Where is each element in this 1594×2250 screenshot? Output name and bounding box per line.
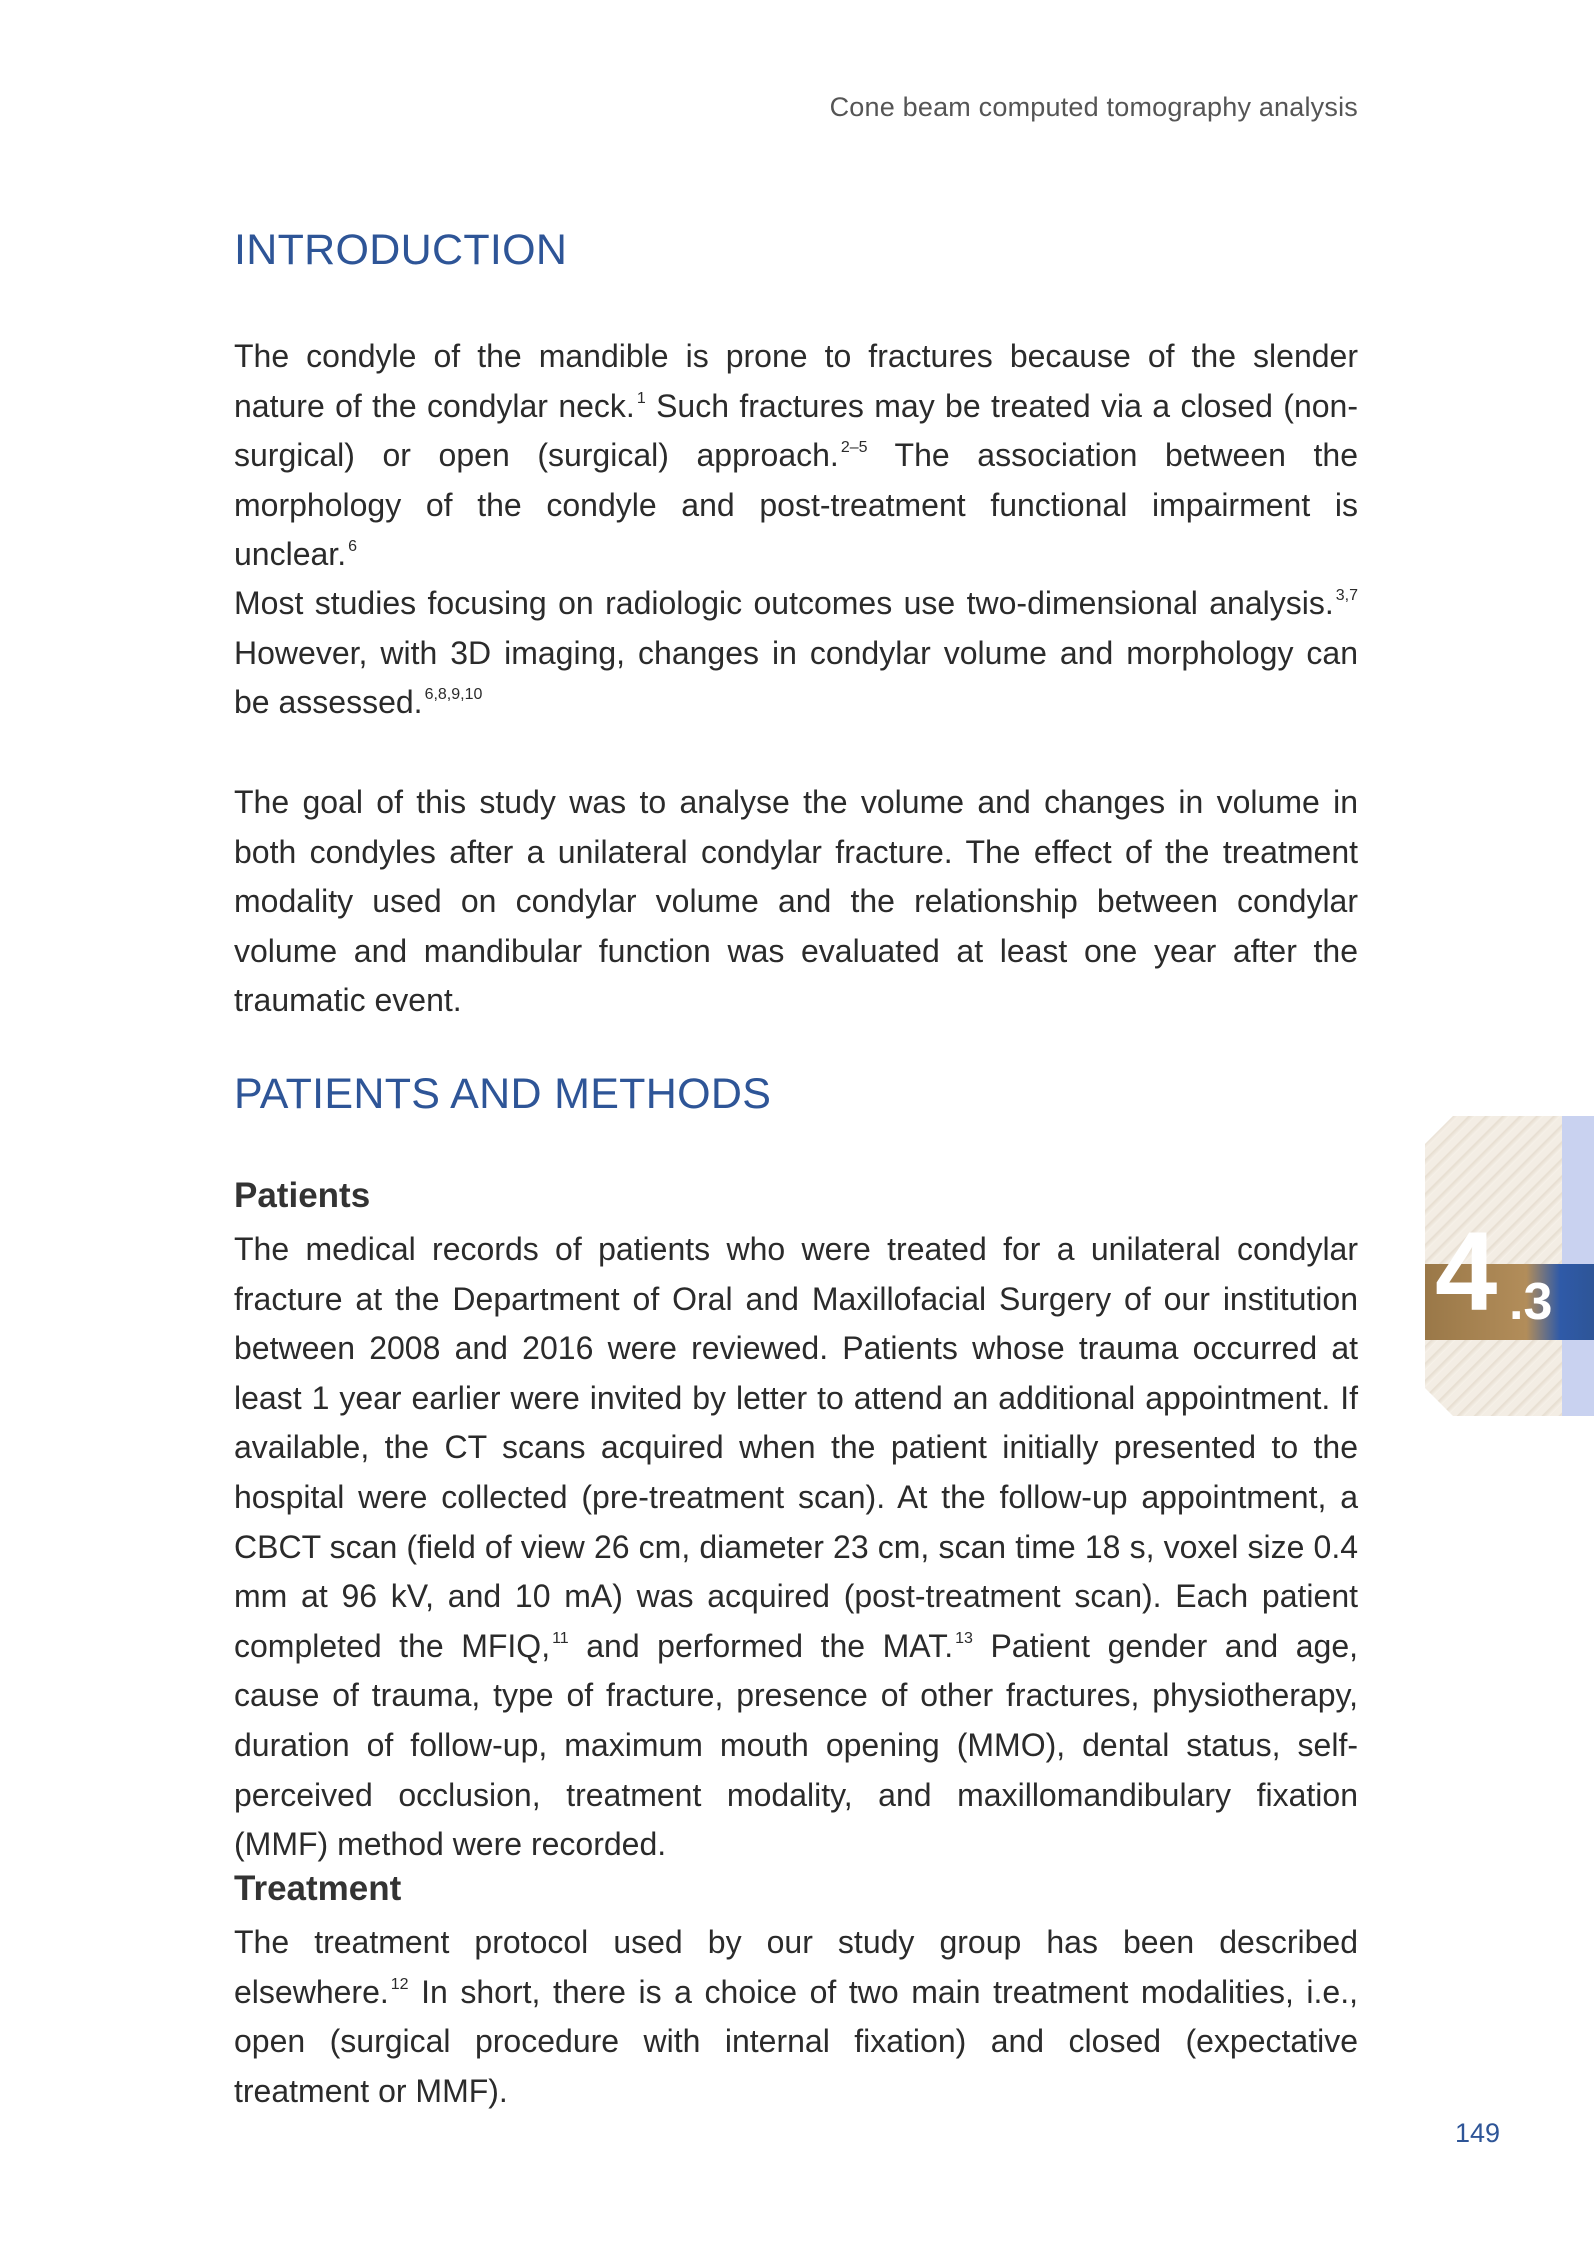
citation: 12 (390, 1975, 409, 1993)
citation: 11 (552, 1629, 569, 1647)
citation: 13 (955, 1629, 973, 1647)
citation: 2–5 (840, 439, 868, 457)
introduction-paragraph-1 (234, 332, 1358, 580)
text-run: and performed the MAT. (568, 1627, 954, 1664)
citation: 1 (636, 389, 646, 407)
text-run: The condyle of the mandible is prone to fractures because of the slender nature of the condylar neck. (234, 338, 1358, 424)
text-run: In short, there is a choice of two main treatment modalities, i.e., open (surgical procedure with internal fixation) and closed (expectative treatment or MMF). (234, 1973, 1358, 2109)
treatment-paragraph (234, 1918, 1358, 2116)
patients-subheading: Patients (234, 1176, 371, 1215)
text-run: The medical records of patients who were treated for a unilateral condylar fracture at the Department of Oral and Maxillofacial Surgery of our institution between 2008 and 2016 were reviewed. Patients whose trauma occurred at least 1 year earlier were invited by letter to attend an additional appointment. If available, the CT scans acquired when the patient initially presented to the hospital were collected (pre-treatment scan). At the follow-up appointment, a CBCT scan (field of view 26 cm, diameter 23 cm, scan time 18 s, voxel size 0.4 mm at 96 kV, and 10 mA) was acquired (post-treatment scan). Each patient completed the MFIQ, (234, 1231, 1358, 1664)
text-run: The association between the morphology of the condyle and post-treatment functional impairment is unclear. (234, 437, 1359, 573)
patients-paragraph (234, 1225, 1358, 1870)
text-run: Such fractures may be treated via a closed (non-surgical) or open (surgical) approach. (234, 387, 1359, 474)
citation: 3,7 (1335, 587, 1358, 604)
chapter-subnumber: .3 (1509, 1273, 1553, 1331)
introduction-paragraph-3: The goal of this study was to analyse the volume and changes in volume in both condyles after a unilateral condylar fracture. The effect of the treatment modality used on condylar volume and the relationship between condylar volume and mandibular function was evaluated at least one year after the traumatic event. (234, 784, 1358, 1019)
text-run: Most studies focusing on radiologic outcomes use two-dimensional analysis. (234, 585, 1334, 621)
running-head: Cone beam computed tomography analysis (829, 92, 1358, 122)
treatment-subheading: Treatment (234, 1869, 402, 1908)
text-run: Patient gender and age, cause of trauma, type of fracture, presence of other fractures, physiotherapy, duration of follow-up, maximum mouth opening (MMO), dental status, self-perceived occlusion, treatment modality, and maxillomandibulary fixation (MMF) method were recorded. (234, 1627, 1359, 1863)
chapter-tab (1425, 1116, 1594, 1416)
text-run: The treatment protocol used by our study group has been described elsewhere. (234, 1924, 1358, 2010)
chapter-number: 4 (1435, 1209, 1498, 1334)
citation: 6,8,9,10 (424, 686, 483, 704)
methods-heading: PATIENTS AND METHODS (234, 1070, 772, 1118)
introduction-paragraph-2 (234, 579, 1358, 728)
citation: 6 (348, 538, 357, 556)
introduction-heading: INTRODUCTION (234, 226, 568, 274)
text-run: However, with 3D imaging, changes in condylar volume and morphology can be assessed. (234, 634, 1358, 721)
page-number: 149 (1454, 2118, 1500, 2148)
